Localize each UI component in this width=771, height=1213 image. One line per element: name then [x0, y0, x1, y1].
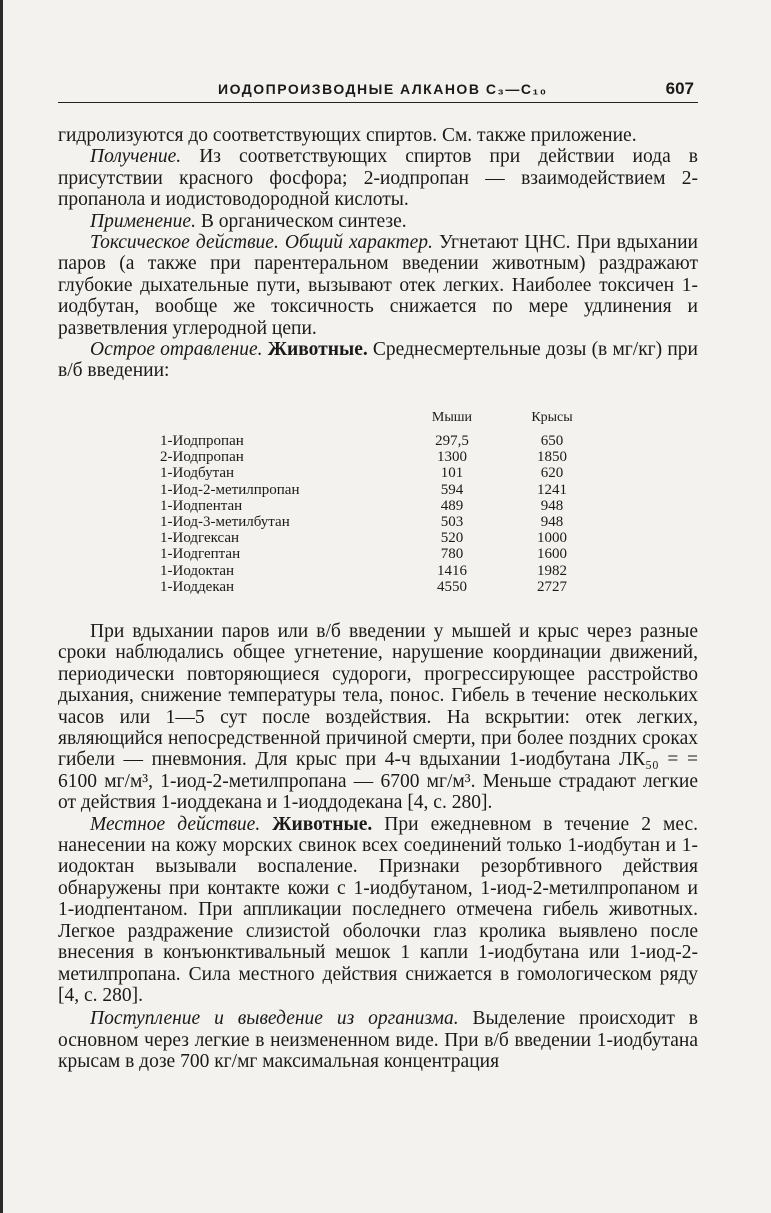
rats-ld50-cell: 2727 — [537, 578, 567, 595]
mice-ld50-cell: 780 — [440, 546, 464, 563]
section-label: Острое отравление. — [90, 339, 263, 361]
compound-name-cell: 1-Иодоктан — [160, 562, 235, 579]
mice-ld50-cell: 1300 — [437, 449, 467, 466]
page-binding-edge — [0, 0, 3, 1213]
paragraph-text: гидролизуются до соответствующих спиртов. См. также приложение. — [58, 125, 637, 146]
paragraph-acute-poisoning — [58, 339, 698, 382]
paragraph-text: При ежедневном в течение 2 мес. нанесении на кожу морских свинок всех соединений только 1-иодбутан и 1-иодоктан вызывали воспаление. Признаки резорбтивного действия обнаружены при контакте кожи с 1-иодбутаном, 1-иод-2-метилпропаном и 1-иодпентаном. При аппликации последнего отмечена гибель животных. Легкое раздражение слизистой оболочки глаз кролика выявлено после внесения в конъюнктивальный мешок 1 капли 1-иодбутана или 1-иод-2-метилпропана. Сила местного действия снижается в гомологическом ряду [4, с. 280]. — [58, 813, 699, 1006]
mice-ld50-cell: 4550 — [437, 578, 467, 595]
mice-ld50-cell: 520 — [440, 530, 464, 547]
paragraph-local-action — [58, 814, 698, 1007]
rats-ld50-cell: 948 — [540, 497, 564, 514]
compound-name-cell: 1-Иод-3-метилбутан — [160, 513, 290, 530]
compound-name-cell: 2-Иодпропан — [160, 449, 244, 466]
paragraph-application — [58, 211, 698, 232]
rats-ld50-cell: 948 — [540, 513, 564, 530]
running-header — [58, 78, 698, 103]
subsection-label: Животные. — [262, 339, 368, 361]
mice-ld50-cell: 101 — [440, 465, 464, 482]
rats-ld50-cell: 1982 — [537, 562, 567, 579]
rats-ld50-cell: 650 — [540, 433, 564, 449]
compound-name-cell: 1-Иодгептан — [160, 546, 241, 563]
mice-ld50-cell: 503 — [440, 513, 464, 530]
paragraph-text: Выделение происходит в основном через легкие в неизмененном виде. При в/б введении 1-иодбутана крысам в дозе 700 кг/мг максимальная концентрация — [58, 1008, 699, 1073]
compound-name-cell: 1-Иоддекан — [160, 578, 235, 595]
rats-ld50-cell: 1000 — [537, 530, 567, 547]
column-header-mice: Мыши — [431, 410, 473, 425]
paragraph-continuation — [58, 125, 698, 146]
paragraph-toxic-action — [58, 232, 698, 339]
subsection-label: Животные. — [260, 813, 373, 835]
paragraph-text: Среднесмертельные дозы (в мг/кг) при в/б введении: — [58, 339, 698, 382]
paragraph-text: Из соответствующих спиртов при действии иода в присутствии красного фосфора; 2-иодпропан — взаимодействием 2-пропанола и иодистоводородной кислоты. — [58, 146, 698, 211]
compound-name-cell: 1-Иодпентан — [160, 497, 243, 514]
paragraph-text: В органическом синтезе. — [195, 210, 407, 232]
section-label: Применение. — [90, 210, 196, 232]
text-block-bottom — [58, 621, 698, 1073]
mice-ld50-cell: 489 — [440, 497, 464, 514]
running-title: ИОДОПРОИЗВОДНЫЕ АЛКАНОВ C₃—C₁₀ — [218, 81, 548, 97]
section-label: Токсическое действие. Общий характер. — [90, 232, 433, 254]
paragraph-text: При вдыхании паров или в/б введении у мышей и крыс через разные сроки наблюдались общее угнетение, нарушение координации движений, периодически повторяющиеся судороги, прогрессирующее расстройство дыхания, снижение температуры тела, понос. Гибель в течение нескольких часов или 1—5 сут после воздействия. На вскрытии: отек легких, являющийся непосредственной причиной смерти, при более поздних сроках гибели — пневмония. Для крыс при 4-ч вдыхании 1-иодбутана ЛК₅₀ = = 6100 мг/м³, 1-иод-2-метилпропана — 6700 мг/м³. Меньше страдают легкие от действия 1-иоддекана и 1-иоддодекана [4, с. 280]. — [58, 621, 698, 814]
rats-ld50-cell: 1600 — [537, 546, 567, 563]
section-label: Поступление и выведение из организма. — [90, 1008, 459, 1030]
paragraph-intake-excretion — [58, 1008, 698, 1072]
text-block-top — [58, 125, 698, 382]
page-number: 607 — [665, 79, 694, 98]
compound-name-cell: 1-Иодбутан — [160, 465, 235, 482]
mice-ld50-cell: 594 — [440, 481, 464, 498]
section-label: Местное действие. — [90, 813, 261, 835]
mice-ld50-cell: 297,5 — [435, 433, 469, 449]
paragraph-preparation — [58, 146, 698, 210]
rats-ld50-cell: 1850 — [537, 449, 567, 466]
paragraph-acute-signs — [58, 621, 698, 814]
column-header-rats: Крысы — [531, 410, 573, 425]
compound-name-cell: 1-Иод-2-метилпропан — [160, 481, 300, 498]
rats-ld50-cell: 1241 — [537, 481, 567, 498]
paragraph-text: Угнетают ЦНС. При вдыхании паров (а также при парентеральном введении животным) раздражают глубокие дыхательные пути, вызывают отек легких. Наиболее токсичен 1-иодбутан, вообще же токсичность снижается по мере удлинения и разветвления углеродной цепи. — [58, 232, 698, 339]
rats-ld50-cell: 620 — [540, 465, 564, 482]
compound-name-cell: 1-Иодгексан — [160, 530, 240, 547]
compound-name-cell: 1-Иодпропан — [160, 433, 244, 449]
mice-ld50-cell: 1416 — [437, 562, 467, 579]
section-label: Получение. — [90, 146, 182, 168]
